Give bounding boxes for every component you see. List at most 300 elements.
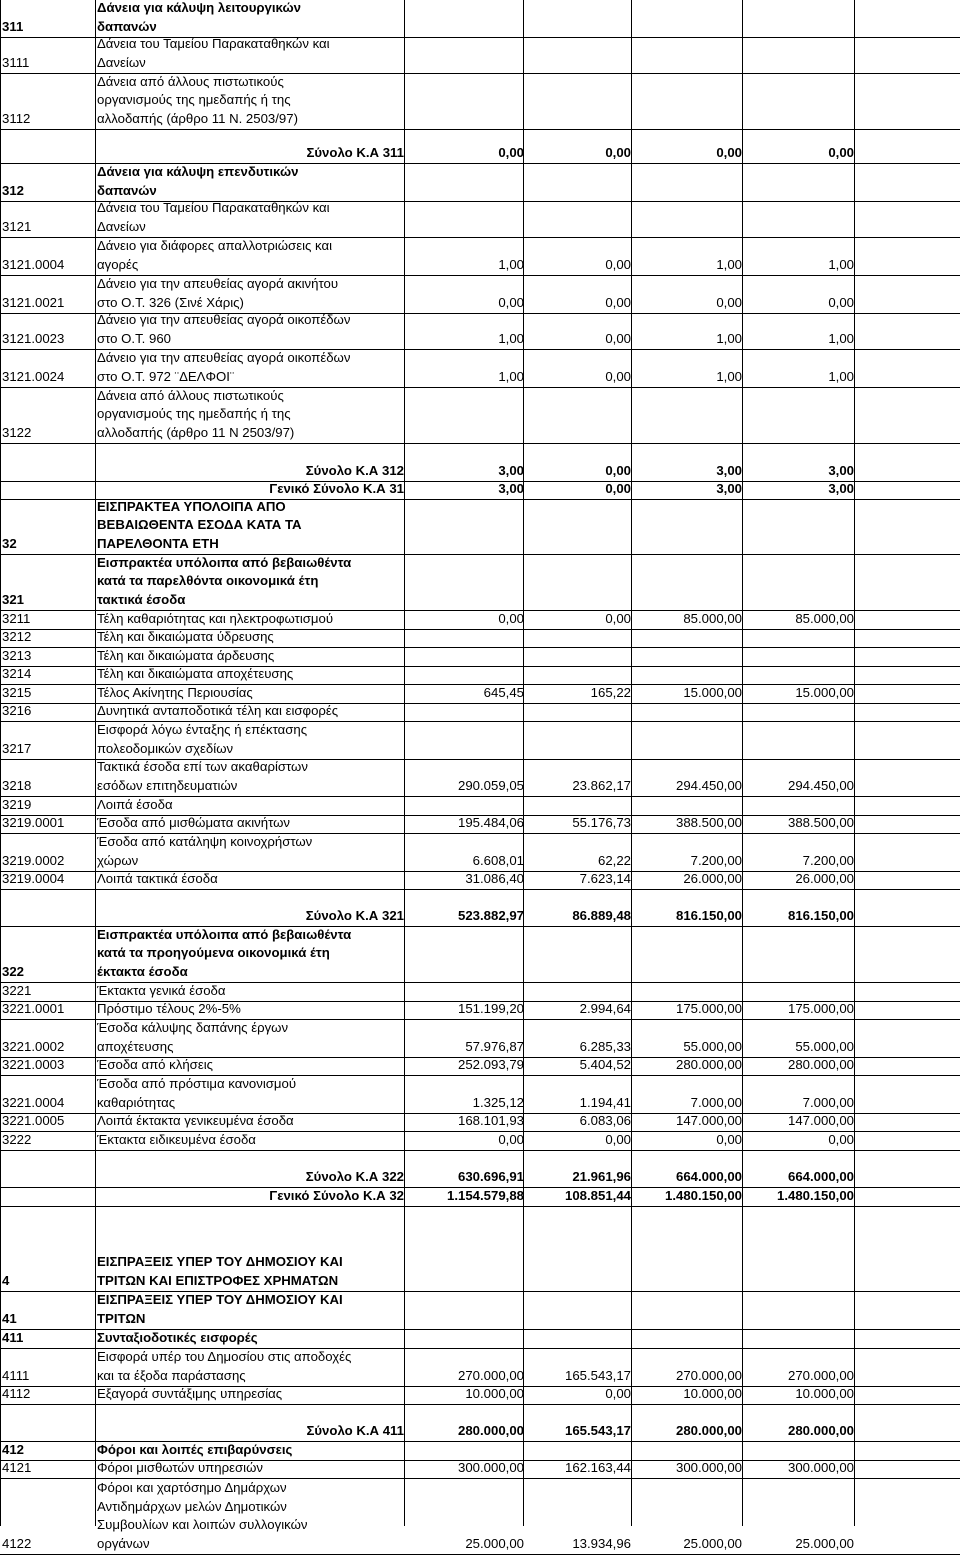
description-line: Δανείων <box>97 54 146 70</box>
description-line: ΕΙΣΠΡΑΞΕΙΣ ΥΠΕΡ ΤΟΥ ΔΗΜΟΣΙΟΥ ΚΑΙ <box>97 1254 343 1270</box>
spacer-row <box>0 1405 960 1423</box>
table-row <box>0 0 960 38</box>
description-line: και τα έξοδα παράστασης <box>97 1367 246 1383</box>
table-row <box>0 1254 960 1292</box>
amount-col-4: 270.000,00 <box>787 1367 854 1383</box>
description-line: Εισπρακτέα υπόλοιπα από βεβαιωθέντα <box>97 554 352 570</box>
account-code: 3217 <box>2 740 32 756</box>
account-code: 3122 <box>2 424 32 440</box>
amount-col-3: 26.000,00 <box>683 870 742 886</box>
table-row <box>0 202 960 238</box>
account-code: 3213 <box>2 647 32 663</box>
amount-col-1: 0,00 <box>498 610 524 626</box>
description-line: έκτακτα έσοδα <box>97 963 188 979</box>
amount-col-4: 0,00 <box>828 294 854 310</box>
table-row <box>0 1002 960 1020</box>
amount-col-2: 0,00 <box>605 368 631 384</box>
amount-col-1: 10.000,00 <box>465 1385 524 1401</box>
description-line: πολεοδομικών σχεδίων <box>97 740 234 756</box>
amount-col-2: 21.961,96 <box>572 1168 631 1184</box>
description-line: Δάνεια από άλλους πιστωτικούς <box>97 387 284 403</box>
amount-col-2: 55.176,73 <box>572 814 631 830</box>
amount-col-2: 7.623,14 <box>579 870 631 886</box>
account-description <box>97 35 397 72</box>
amount-col-3: 280.000,00 <box>675 1056 742 1072</box>
amount-col-4: 55.000,00 <box>795 1038 854 1054</box>
grid-line <box>95 0 96 1526</box>
amount-col-1: 168.101,93 <box>457 1112 524 1128</box>
account-description <box>97 311 397 348</box>
account-description <box>97 1253 397 1290</box>
amount-col-4: 26.000,00 <box>795 870 854 886</box>
account-code: 3219 <box>2 796 32 812</box>
amount-col-3: 25.000,00 <box>683 1535 742 1551</box>
account-description <box>97 1329 397 1347</box>
amount-col-2: 0,00 <box>605 1131 631 1147</box>
account-description <box>97 870 397 888</box>
table-row <box>0 1058 960 1076</box>
total-row <box>0 1423 960 1442</box>
amount-col-2: 6.285,33 <box>579 1038 631 1054</box>
account-code: 311 <box>2 18 24 34</box>
account-code: 32 <box>2 535 17 551</box>
description-line: Λοιπά έσοδα <box>97 796 173 812</box>
description-line: Φόροι μισθωτών υπηρεσιών <box>97 1459 263 1475</box>
amount-col-1: 252.093,79 <box>457 1056 524 1072</box>
account-code: 4112 <box>2 1385 31 1401</box>
table-row <box>0 500 960 555</box>
account-description <box>97 610 397 628</box>
description-line: Δάνεια για κάλυψη επενδυτικών <box>97 164 299 180</box>
description-line: Φόροι και χαρτόσημο Δημάρχων <box>97 1480 287 1496</box>
amount-col-4: 0,00 <box>828 1131 854 1147</box>
description-line: αλλοδαπής (άρθρο 11 Ν. 2503/97) <box>97 110 298 126</box>
amount-col-1: 1.154.579,88 <box>446 1187 524 1203</box>
amount-col-3: 3,00 <box>716 462 742 478</box>
amount-col-2: 0,00 <box>605 294 631 310</box>
amount-col-3: 3,00 <box>716 480 742 496</box>
amount-col-4: 175.000,00 <box>787 1000 854 1016</box>
account-description <box>97 1000 397 1018</box>
grid-line <box>523 0 524 1526</box>
description-line: Έσοδα από κλήσεις <box>97 1056 213 1072</box>
description-line: Δάνεια από άλλους πιστωτικούς <box>97 73 284 89</box>
account-code: 411 <box>2 1329 24 1345</box>
description-line: Τέλη και δικαιώματα άρδευσης <box>97 647 275 663</box>
description-line: Φόροι και λοιπές επιβαρύνσεις <box>97 1441 293 1457</box>
account-code: 3121.0004 <box>2 256 65 272</box>
account-description <box>97 628 397 646</box>
amount-col-4: 3,00 <box>828 462 854 478</box>
account-code: 3221.0004 <box>2 1094 65 1110</box>
amount-col-2: 0,00 <box>605 144 631 160</box>
amount-col-4: 3,00 <box>828 480 854 496</box>
account-description <box>97 758 397 795</box>
amount-col-4: 25.000,00 <box>795 1535 854 1551</box>
amount-col-4: 0,00 <box>828 144 854 160</box>
amount-col-3: 85.000,00 <box>683 610 742 626</box>
amount-col-2: 0,00 <box>605 480 631 496</box>
amount-col-1: 290.059,05 <box>457 777 524 793</box>
grid-line <box>0 0 1 1526</box>
description-line: κατά τα παρελθόντα οικονομικά έτη <box>97 573 319 589</box>
grid-line <box>854 0 855 1526</box>
description-line: Συνταξιοδοτικές εισφορές <box>97 1329 258 1345</box>
account-description <box>97 647 397 665</box>
total-row <box>0 144 960 164</box>
spacer-row <box>0 1151 960 1169</box>
account-code: 3121.0021 <box>2 294 65 310</box>
total-label: Σύνολο Κ.Α 411 <box>306 1422 404 1438</box>
amount-col-1: 0,00 <box>498 1131 524 1147</box>
total-row <box>0 1188 960 1207</box>
account-description <box>97 163 397 200</box>
amount-col-1: 280.000,00 <box>457 1422 524 1438</box>
amount-col-2: 165.543,17 <box>564 1367 631 1383</box>
description-line: Δάνειο για την απευθείας αγορά οικοπέδων <box>97 312 351 328</box>
amount-col-2: 23.862,17 <box>572 777 631 793</box>
account-description <box>97 199 397 236</box>
account-description <box>97 0 397 36</box>
account-description <box>97 926 397 981</box>
description-line: οργανισμούς της ημεδαπής ή της <box>97 92 291 108</box>
account-code: 3212 <box>2 628 32 644</box>
account-description <box>97 702 397 720</box>
amount-col-2: 1.194,41 <box>579 1094 631 1110</box>
account-code: 3218 <box>2 777 32 793</box>
account-code: 4 <box>2 1272 10 1288</box>
amount-col-1: 1,00 <box>498 368 524 384</box>
description-line: στο Ο.Τ. 960 <box>97 330 172 346</box>
account-code: 3221.0005 <box>2 1112 65 1128</box>
account-code: 4121 <box>2 1459 32 1475</box>
grid-line <box>742 0 743 1526</box>
account-code: 41 <box>2 1310 17 1326</box>
amount-col-4: 7.000,00 <box>802 1094 854 1110</box>
description-line: ΤΡΙΤΩΝ ΚΑΙ ΕΠΙΣΤΡΟΦΕΣ ΧΡΗΜΑΤΩΝ <box>97 1272 339 1288</box>
description-line: Πρόστιμο τέλους 2%-5% <box>97 1000 241 1016</box>
amount-col-1: 57.976,87 <box>465 1038 524 1054</box>
total-row <box>0 908 960 927</box>
table-row <box>0 74 960 130</box>
description-line: Εισπρακτέα υπόλοιπα από βεβαιωθέντα <box>97 926 352 942</box>
amount-col-2: 0,00 <box>605 610 631 626</box>
table-row <box>0 1461 960 1479</box>
table-row <box>0 1292 960 1330</box>
description-line: Τέλη και δικαιώματα αποχέτευσης <box>97 665 294 681</box>
description-line: χώρων <box>97 852 139 868</box>
account-description <box>97 982 397 1000</box>
amount-col-3: 1,00 <box>716 256 742 272</box>
account-description <box>97 1131 397 1149</box>
amount-col-4: 1,00 <box>828 368 854 384</box>
description-line: στο Ο.Τ. 972 ¨ΔΕΛΦΟΙ¨ <box>97 368 235 384</box>
account-code: 3219.0002 <box>2 852 65 868</box>
amount-col-4: 15.000,00 <box>795 684 854 700</box>
description-line: Έκτακτα γενικά έσοδα <box>97 982 226 998</box>
account-code: 3214 <box>2 665 32 681</box>
account-code: 3219.0001 <box>2 814 65 830</box>
account-code: 4111 <box>2 1367 30 1383</box>
account-code: 3121 <box>2 218 32 234</box>
amount-col-1: 1,00 <box>498 256 524 272</box>
account-code: 3112 <box>2 110 31 126</box>
amount-col-2: 0,00 <box>605 1385 631 1401</box>
account-code: 412 <box>2 1441 25 1457</box>
description-line: Δάνεια του Ταμείου Παρακαταθηκών και <box>97 200 330 216</box>
account-description <box>97 1019 397 1056</box>
description-line: Συμβουλίων και λοιπών συλλογικών <box>97 1517 308 1533</box>
account-description <box>97 387 397 442</box>
total-label: Γενικό Σύνολο Κ.Α 31 <box>269 480 404 496</box>
amount-col-4: 1,00 <box>828 256 854 272</box>
amount-col-2: 62,22 <box>597 852 631 868</box>
amount-col-2: 0,00 <box>605 330 631 346</box>
description-line: στο Ο.Τ. 326 (Σινέ Χάρις) <box>97 294 244 310</box>
amount-col-4: 10.000,00 <box>795 1385 854 1401</box>
description-line: Δάνειο για την απευθείας αγορά οικοπέδων <box>97 350 351 366</box>
description-line: Έκτακτα ειδικευμένα έσοδα <box>97 1131 256 1147</box>
description-line: οργάνων <box>97 1535 150 1551</box>
table-row <box>0 1330 960 1349</box>
table-row <box>0 238 960 276</box>
total-row <box>0 1169 960 1188</box>
table-row <box>0 388 960 444</box>
amount-col-3: 0,00 <box>716 1131 742 1147</box>
description-line: Εισφορά λόγω ένταξης ή επέκτασης <box>97 722 308 738</box>
account-description <box>97 1479 397 1553</box>
description-line: ΒΕΒΑΙΩΘΕΝΤΑ ΕΣΟΔΑ ΚΑΤΑ ΤΑ <box>97 517 302 533</box>
account-description <box>97 665 397 683</box>
amount-col-4: 147.000,00 <box>787 1112 854 1128</box>
description-line: ΕΙΣΠΡΑΚΤΕΑ ΥΠΟΛΟΙΠΑ ΑΠΟ <box>97 498 286 514</box>
account-code: 3215 <box>2 684 32 700</box>
account-description <box>97 1075 397 1112</box>
grid-line <box>631 0 632 1526</box>
amount-col-3: 664.000,00 <box>675 1168 742 1184</box>
amount-col-3: 55.000,00 <box>683 1038 742 1054</box>
account-description <box>97 721 397 758</box>
description-line: οργανισμούς της ημεδαπής ή της <box>97 406 291 422</box>
account-description <box>97 684 397 702</box>
amount-col-1: 630.696,91 <box>457 1168 524 1184</box>
amount-col-1: 3,00 <box>498 480 524 496</box>
spacer-row <box>0 130 960 144</box>
amount-col-3: 280.000,00 <box>675 1422 742 1438</box>
table-row <box>0 1114 960 1132</box>
amount-col-4: 294.450,00 <box>787 777 854 793</box>
amount-col-4: 816.150,00 <box>787 907 854 923</box>
account-code: 3121.0024 <box>2 368 65 384</box>
amount-col-2: 165,22 <box>590 684 631 700</box>
description-line: Έσοδα από μισθώματα ακινήτων <box>97 814 290 830</box>
amount-col-3: 300.000,00 <box>675 1459 742 1475</box>
amount-col-4: 664.000,00 <box>787 1168 854 1184</box>
description-line: εσόδων επιτηδευματιών <box>97 777 238 793</box>
account-description <box>97 1385 397 1403</box>
amount-col-1: 195.484,06 <box>457 814 524 830</box>
description-line: κατά τα προηγούμενα οικονομικά έτη <box>97 945 330 961</box>
spacer-row <box>0 1207 960 1254</box>
account-code: 3221.0002 <box>2 1038 65 1054</box>
amount-col-2: 86.889,48 <box>572 907 631 923</box>
account-code: 4122 <box>2 1535 32 1551</box>
amount-col-2: 6.083,06 <box>579 1112 631 1128</box>
table-row <box>0 872 960 890</box>
amount-col-4: 85.000,00 <box>795 610 854 626</box>
amount-col-4: 7.200,00 <box>802 852 854 868</box>
grid-line <box>404 0 405 1526</box>
amount-col-3: 10.000,00 <box>683 1385 742 1401</box>
account-code: 3222 <box>2 1131 32 1147</box>
description-line: δαπανών <box>97 18 157 34</box>
description-line: Δάνειο για την απευθείας αγορά ακινήτου <box>97 276 339 292</box>
description-line: Δανείων <box>97 218 146 234</box>
amount-col-2: 108.851,44 <box>564 1187 631 1203</box>
amount-col-1: 6.608,01 <box>472 852 524 868</box>
description-line: Τακτικά έσοδα επί των ακαθαρίστων <box>97 759 308 775</box>
account-description <box>97 73 397 128</box>
description-line: Δυνητικά ανταποδοτικά τέλη και εισφορές <box>97 702 339 718</box>
amount-col-2: 2.994,64 <box>579 1000 631 1016</box>
description-line: Εισφορά υπέρ του Δημοσίου στις αποδοχές <box>97 1349 352 1365</box>
table-row <box>0 760 960 797</box>
amount-col-4: 1,00 <box>828 330 854 346</box>
account-description <box>97 498 397 553</box>
description-line: καθαριότητας <box>97 1094 176 1110</box>
account-description <box>97 814 397 832</box>
description-line: ΤΡΙΤΩΝ <box>97 1310 146 1326</box>
table-row <box>0 164 960 202</box>
amount-col-3: 294.450,00 <box>675 777 742 793</box>
account-code: 3221.0001 <box>2 1000 65 1016</box>
table-row <box>0 555 960 611</box>
amount-col-1: 523.882,97 <box>457 907 524 923</box>
account-code: 3221 <box>2 982 32 998</box>
description-line: Έσοδα κάλυψης δαπάνης έργων <box>97 1020 289 1036</box>
account-code: 321 <box>2 591 25 607</box>
amount-col-4: 280.000,00 <box>787 1422 854 1438</box>
account-description <box>97 1056 397 1074</box>
amount-col-3: 175.000,00 <box>675 1000 742 1016</box>
amount-col-3: 147.000,00 <box>675 1112 742 1128</box>
account-description <box>97 1112 397 1130</box>
description-line: Εξαγορά συντάξιμης υπηρεσίας <box>97 1385 283 1401</box>
total-label: Σύνολο Κ.Α 312 <box>305 462 404 478</box>
table-row <box>0 630 960 648</box>
table-row <box>0 1076 960 1114</box>
account-description <box>97 275 397 312</box>
table-row <box>0 816 960 834</box>
account-description <box>97 1459 397 1477</box>
amount-col-1: 270.000,00 <box>457 1367 524 1383</box>
account-description <box>97 833 397 870</box>
description-line: τακτικά έσοδα <box>97 591 186 607</box>
amount-col-1: 31.086,40 <box>465 870 524 886</box>
account-code: 312 <box>2 182 25 198</box>
description-line: Αντιδημάρχων μελών Δημοτικών <box>97 1498 287 1514</box>
description-line: δαπανών <box>97 182 157 198</box>
account-code: 3111 <box>2 54 30 70</box>
table-row <box>0 350 960 388</box>
account-code: 3221.0003 <box>2 1056 65 1072</box>
amount-col-4: 1.480.150,00 <box>776 1187 854 1203</box>
amount-col-2: 0,00 <box>605 462 631 478</box>
table-row <box>0 1349 960 1387</box>
account-description <box>97 1348 397 1385</box>
account-description <box>97 1291 397 1328</box>
amount-col-1: 1,00 <box>498 330 524 346</box>
account-code: 3121.0023 <box>2 330 65 346</box>
amount-col-1: 25.000,00 <box>465 1535 524 1551</box>
description-line: Δάνεια του Ταμείου Παρακαταθηκών και <box>97 36 330 52</box>
account-description <box>97 237 397 274</box>
account-code: 322 <box>2 963 25 979</box>
amount-col-2: 162.163,44 <box>564 1459 631 1475</box>
description-line: Λοιπά τακτικά έσοδα <box>97 870 218 886</box>
amount-col-1: 0,00 <box>498 294 524 310</box>
table-row <box>0 1020 960 1058</box>
amount-col-1: 300.000,00 <box>457 1459 524 1475</box>
total-label: Σύνολο Κ.Α 311 <box>306 144 404 160</box>
amount-col-3: 1,00 <box>716 368 742 384</box>
description-line: Τέλη καθαριότητας και ηλεκτροφωτισμού <box>97 610 334 626</box>
account-code: 3216 <box>2 702 32 718</box>
amount-col-2: 5.404,52 <box>579 1056 631 1072</box>
amount-col-1: 151.199,20 <box>457 1000 524 1016</box>
amount-col-3: 816.150,00 <box>675 907 742 923</box>
amount-col-1: 1.325,12 <box>472 1094 524 1110</box>
total-label: Γενικό Σύνολο Κ.Α 32 <box>269 1187 404 1203</box>
amount-col-1: 0,00 <box>498 144 524 160</box>
description-line: Λοιπά έκτακτα γενικευμένα έσοδα <box>97 1112 294 1128</box>
amount-col-1: 3,00 <box>498 462 524 478</box>
amount-col-2: 13.934,96 <box>572 1535 631 1551</box>
spacer-row <box>0 444 960 462</box>
amount-col-2: 0,00 <box>605 256 631 272</box>
amount-col-3: 1,00 <box>716 330 742 346</box>
amount-col-4: 280.000,00 <box>787 1056 854 1072</box>
table-row <box>0 276 960 314</box>
amount-col-4: 300.000,00 <box>787 1459 854 1475</box>
table-row <box>0 927 960 983</box>
description-line: αλλοδαπής (άρθρο 11 Ν 2503/97) <box>97 424 295 440</box>
description-line: Έσοδα από πρόστιμα κανονισμού <box>97 1076 297 1092</box>
table-row <box>0 38 960 74</box>
amount-col-3: 0,00 <box>716 144 742 160</box>
amount-col-3: 7.200,00 <box>690 852 742 868</box>
amount-col-1: 645,45 <box>483 684 524 700</box>
description-line: Τέλος Ακίνητης Περιουσίας <box>97 684 253 700</box>
description-line: αγορές <box>97 256 139 272</box>
spacer-row <box>0 890 960 908</box>
table-row <box>0 834 960 872</box>
total-label: Σύνολο Κ.Α 321 <box>305 907 404 923</box>
account-description <box>97 554 397 609</box>
amount-col-3: 7.000,00 <box>690 1094 742 1110</box>
description-line: Τέλη και δικαιώματα ύδρευσης <box>97 628 274 644</box>
description-line: Δάνειο για διάφορες απαλλοτριώσεις και <box>97 238 333 254</box>
table-row <box>0 314 960 350</box>
account-code: 3211 <box>2 610 31 626</box>
table-row <box>0 704 960 722</box>
table-row <box>0 722 960 760</box>
account-description <box>97 796 397 814</box>
description-line: ΕΙΣΠΡΑΞΕΙΣ ΥΠΕΡ ΤΟΥ ΔΗΜΟΣΙΟΥ ΚΑΙ <box>97 1292 343 1308</box>
table-row <box>0 1387 960 1405</box>
amount-col-4: 388.500,00 <box>787 814 854 830</box>
amount-col-3: 0,00 <box>716 294 742 310</box>
